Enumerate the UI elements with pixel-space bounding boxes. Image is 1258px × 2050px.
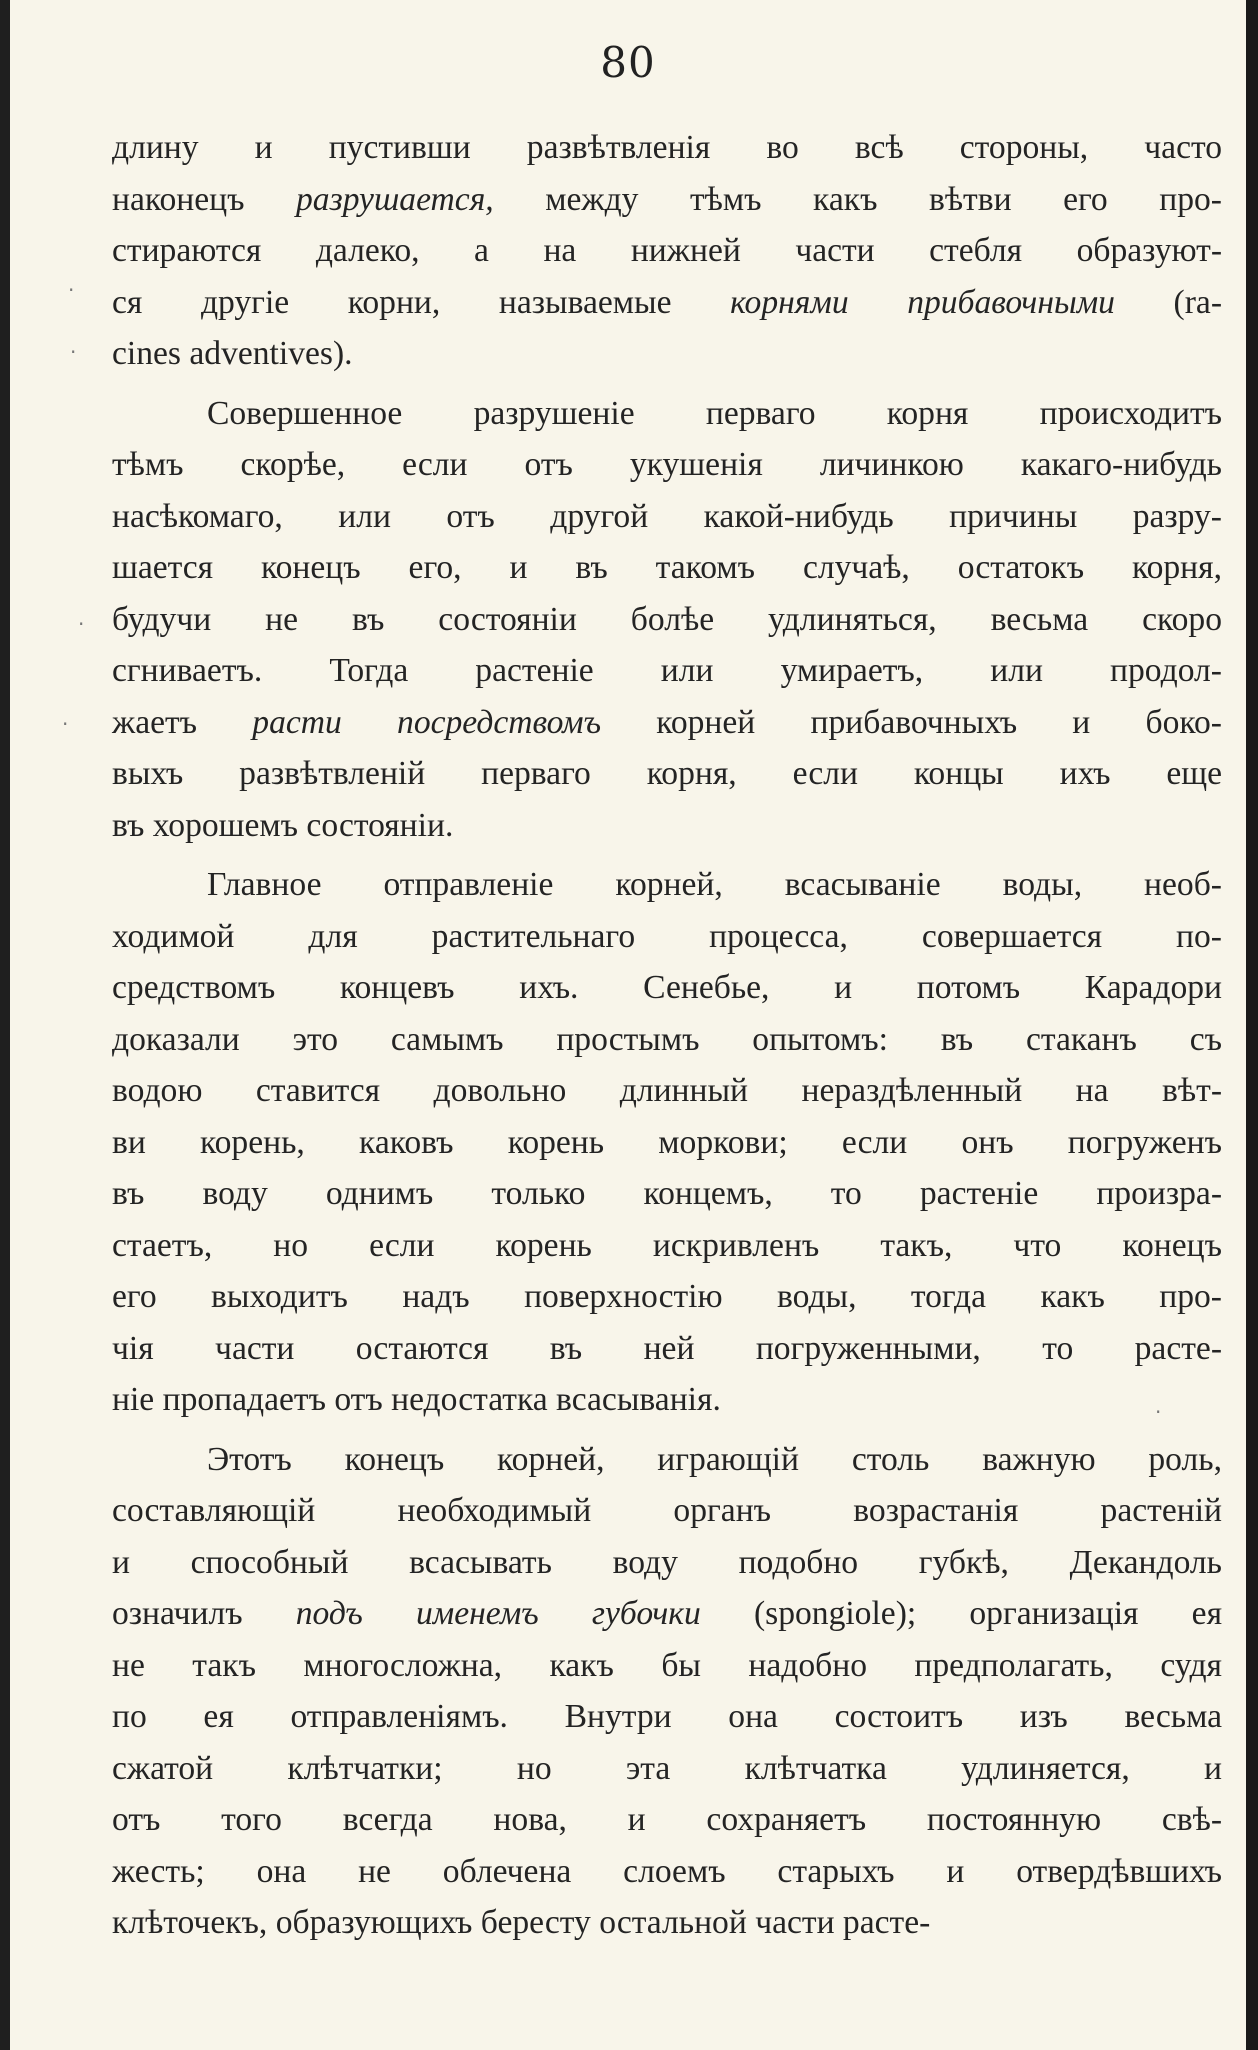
text-line (112, 962, 1222, 1014)
text-segment: корней прибавочныхъ и боко- (601, 703, 1222, 741)
paragraph-gap (112, 1426, 1222, 1434)
text-segment: стираются далеко, а на нижней части стебля образуют- (112, 232, 1222, 269)
text-segment: длину и пустивши развѣтвленія во всѣ стороны, часто (112, 129, 1222, 166)
text-segment: сгниваетъ. Тогда растеніе или умираетъ, или продол- (112, 652, 1222, 689)
text-segment: чія части остаются въ ней погруженными, то расте- (112, 1329, 1222, 1367)
text-segment: означилъ (112, 1595, 296, 1632)
text-segment: cines adventives). (112, 335, 353, 372)
text-segment: составляющій необходимый органъ возрастанія растеній (112, 1492, 1222, 1529)
text-segment: наконецъ (112, 180, 297, 218)
text-line (112, 491, 1222, 543)
text-segment: отъ того всегда нова, и сохраняетъ постоянную свѣ- (112, 1801, 1222, 1838)
text-line (112, 594, 1222, 646)
text-segment: тѣмъ скорѣе, если отъ укушенія личинкою какаго-нибудь (112, 446, 1222, 483)
paragraph-gap (112, 380, 1222, 388)
text-line (112, 1485, 1222, 1537)
text-line (112, 1640, 1222, 1692)
text-line (112, 697, 1222, 749)
text-line (112, 1271, 1222, 1323)
italic-text-segment: корнями прибавочными (730, 283, 1115, 321)
margin-speck: · (70, 340, 77, 364)
text-segment: въ воду однимъ только концемъ, то растеніе произра- (112, 1175, 1222, 1212)
text-line (112, 1434, 1222, 1486)
text-line (112, 1117, 1222, 1169)
text-segment: ви корень, каковъ корень моркови; если онъ погруженъ (112, 1123, 1222, 1161)
text-line (112, 748, 1222, 800)
text-segment: доказали это самымъ простымъ опытомъ: въ стаканъ съ (112, 1020, 1222, 1058)
text-segment: сжатой клѣтчатки; но эта клѣтчатка удлиняется, и (112, 1749, 1222, 1787)
text-segment: выхъ развѣтвленій перваго корня, если концы ихъ еще (112, 755, 1222, 792)
margin-speck: · (78, 612, 85, 636)
text-segment: водою ставится довольно длинный нераздѣленный на вѣт- (112, 1072, 1222, 1109)
text-line (112, 800, 1222, 852)
text-segment: между тѣмъ какъ вѣтви его про- (493, 180, 1222, 218)
margin-speck: · (1155, 1400, 1162, 1424)
text-segment: Главное отправленіе корней, всасываніе воды, необ- (207, 866, 1222, 903)
text-line (112, 122, 1222, 174)
text-line (112, 1743, 1222, 1795)
text-segment: жаетъ (112, 703, 253, 741)
text-line (112, 1065, 1222, 1117)
text-line (112, 1537, 1222, 1589)
text-line (112, 1014, 1222, 1066)
text-line (112, 911, 1222, 963)
page-number: 80 (600, 38, 656, 87)
text-line (112, 1846, 1222, 1898)
text-line (112, 1691, 1222, 1743)
text-line (112, 388, 1222, 440)
italic-text-segment: расти посредствомъ (252, 703, 602, 741)
text-segment: стаетъ, но если корень искривленъ такъ, что конецъ (112, 1226, 1222, 1264)
text-segment: будучи не въ состояніи болѣе удлиняться, весьма скоро (112, 600, 1222, 638)
text-line (112, 225, 1222, 277)
text-segment: ся другіе корни, называемые (112, 283, 731, 321)
text-line (112, 1323, 1222, 1375)
text-line (112, 859, 1222, 911)
text-line (112, 1588, 1222, 1640)
text-line (112, 1168, 1222, 1220)
text-segment: (ra- (1114, 283, 1222, 321)
body-text (112, 122, 1222, 1949)
text-segment: по ея отправленіямъ. Внутри она состоитъ изъ весьма (112, 1698, 1222, 1735)
text-line (112, 1374, 1222, 1426)
text-segment: ніе пропадаетъ отъ недостатка всасыванія. (112, 1381, 721, 1418)
text-segment: его выходитъ надъ поверхностію воды, тогда какъ про- (112, 1278, 1222, 1315)
text-line (112, 1794, 1222, 1846)
text-segment: средствомъ концевъ ихъ. Сенебье, и потомъ Карадори (112, 969, 1222, 1006)
text-segment: (spongiole); организація ея (700, 1595, 1223, 1632)
text-segment: шается конецъ его, и въ такомъ случаѣ, остатокъ корня, (112, 549, 1222, 586)
text-line (112, 1897, 1222, 1949)
text-segment: ходимой для растительнаго процесса, совершается по- (112, 917, 1222, 955)
text-segment: Этотъ конецъ корней, играющій столь важную роль, (207, 1440, 1222, 1478)
italic-text-segment: разрушается, (296, 180, 494, 218)
text-segment: и способный всасывать воду подобно губкѣ, Декандоль (112, 1543, 1222, 1581)
text-line (112, 174, 1222, 226)
text-segment: не такъ многосложна, какъ бы надобно предполагать, судя (112, 1646, 1222, 1684)
text-segment: насѣкомаго, или отъ другой какой-нибудь причины разру- (112, 497, 1222, 535)
margin-speck: · (68, 278, 75, 302)
text-line (112, 1220, 1222, 1272)
italic-text-segment: подъ именемъ губочки (295, 1595, 701, 1632)
paragraph-gap (112, 851, 1222, 859)
text-line (112, 645, 1222, 697)
text-segment: Совершенное разрушеніе перваго корня происходитъ (207, 394, 1222, 432)
text-line (112, 439, 1222, 491)
text-line (112, 277, 1222, 329)
text-segment: клѣточекъ, образующихъ бересту остальной части расте- (112, 1904, 931, 1941)
text-segment: жесть; она не облечена слоемъ старыхъ и отвердѣвшихъ (112, 1852, 1222, 1890)
text-line (112, 542, 1222, 594)
margin-speck: · (62, 712, 69, 736)
text-line (112, 328, 1222, 380)
text-segment: въ хорошемъ состояніи. (112, 806, 454, 844)
